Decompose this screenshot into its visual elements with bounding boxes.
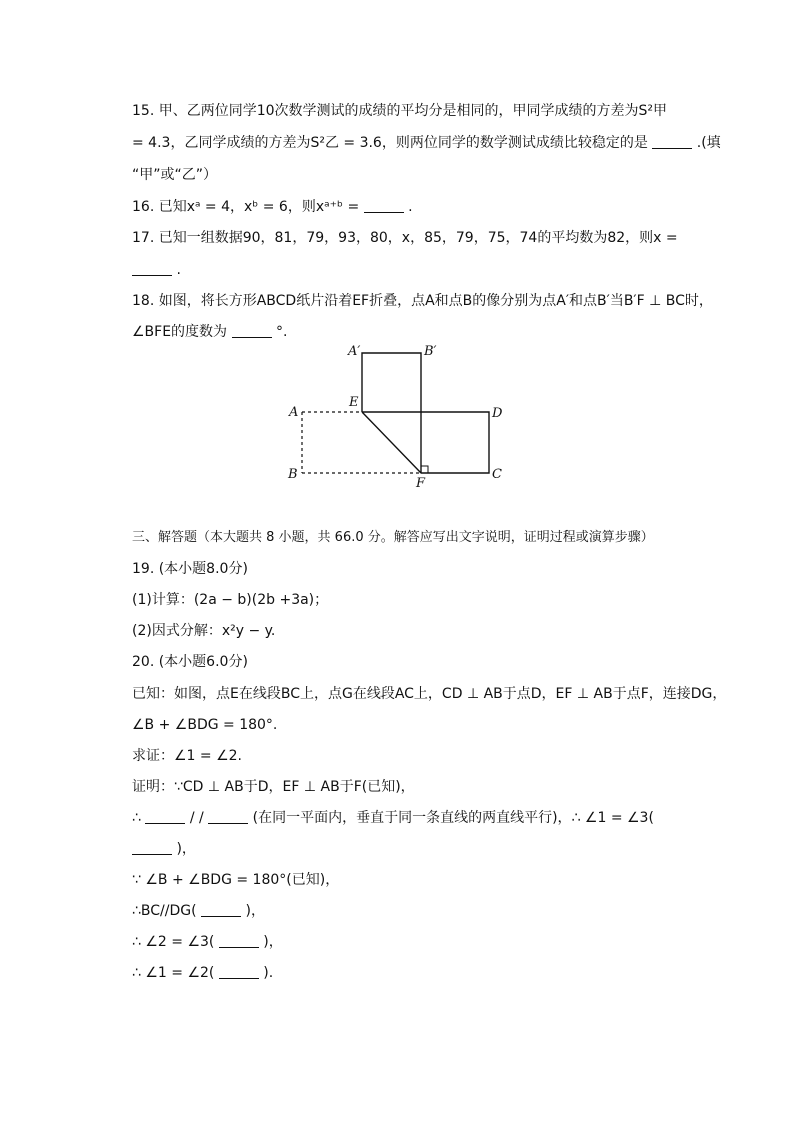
label-A: A: [289, 405, 299, 420]
remaining-rectangle: [362, 412, 489, 473]
q20-proof1: 证明：∵CD ⊥ AB于D，EF ⊥ AB于F(已知)，: [132, 779, 415, 795]
q16-text: 16. 已知xᵃ = 4，xᵇ = 6，则xᵃ⁺ᵇ =: [132, 199, 360, 215]
q16-line: [132, 197, 413, 217]
q18-line2: [132, 322, 287, 342]
folding-figure: [280, 340, 520, 490]
q18-answer-blank[interactable]: [232, 322, 272, 338]
folded-flap: [362, 353, 421, 473]
label-B-prime: B′: [424, 344, 437, 359]
q20-proof6: [132, 932, 283, 952]
q20-given2: ∠B + ∠BDG = 180°.: [132, 717, 278, 733]
q20-proof7: [132, 963, 273, 983]
label-C: C: [492, 467, 502, 482]
q20-parallel-sign: / /: [189, 810, 204, 826]
q20-blank-reason3[interactable]: [219, 932, 259, 948]
q19-part1: (1)计算：(2a − b)(2b +3a)；: [132, 592, 329, 608]
q15-line2: [132, 133, 721, 153]
q16-answer-blank[interactable]: [364, 197, 404, 213]
q18-line2-tail: °.: [275, 324, 288, 340]
label-F: F: [416, 476, 426, 490]
q20-proof6-text: ∴ ∠2 = ∠3(: [132, 934, 215, 950]
q20-prove: 求证：∠1 = ∠2.: [132, 748, 242, 764]
q20-proof3-tail: )，: [176, 841, 196, 857]
q15-line2-text: = 4.3，乙同学成绩的方差为S²乙 = 3.6，则两位同学的数学测试成绩比较稳定的是: [132, 135, 648, 151]
right-angle-mark: [421, 466, 428, 473]
q20-proof2-therefore: ∴: [132, 810, 141, 826]
q20-proof7-text: ∴ ∠1 = ∠2(: [132, 965, 215, 981]
label-E: E: [349, 395, 359, 410]
q20-head: 20. (本小题6.0分): [132, 654, 248, 670]
label-D: D: [492, 406, 503, 421]
q16-tail: .: [408, 199, 413, 215]
q20-proof5-text: ∴BC//DG(: [132, 903, 197, 919]
q15-answer-blank[interactable]: [652, 133, 692, 149]
q15-line2-tail: .(填: [696, 135, 721, 151]
q20-blank-reason1[interactable]: [132, 839, 172, 855]
q15-line1: 15. 甲、乙两位同学10次数学测试的成绩的平均分是相同的，甲同学成绩的方差为S²甲: [132, 103, 668, 119]
label-A-prime: A′: [348, 344, 361, 359]
q20-blank-reason4[interactable]: [219, 963, 259, 979]
crease-EF: [362, 412, 421, 473]
q20-blank-line2[interactable]: [208, 808, 248, 824]
q17-answer-blank[interactable]: [132, 260, 172, 276]
folding-diagram: [280, 340, 520, 490]
q20-given1: 已知：如图，点E在线段BC上，点G在线段AC上，CD ⊥ AB于点D，EF ⊥ AB于点F，连接DG，: [132, 686, 727, 702]
q20-proof4: ∵ ∠B + ∠BDG = 180°(已知)，: [132, 872, 340, 888]
q20-blank-reason2[interactable]: [201, 901, 241, 917]
q20-proof2-reason: (在同一平面内，垂直于同一条直线的两直线平行)，∴ ∠1 = ∠3(: [252, 810, 654, 826]
section-3-title: 三、解答题（本大题共 8 小题，共 66.0 分。解答应写出文字说明，证明过程或演算步骤）: [132, 530, 654, 545]
q19-head: 19. (本小题8.0分): [132, 561, 248, 577]
q18-line2-text: ∠BFE的度数为: [132, 324, 228, 340]
q17-line2: [132, 260, 181, 280]
q20-proof5-tail: )，: [245, 903, 265, 919]
q20-proof3: [132, 839, 196, 859]
q20-proof7-tail: ).: [263, 965, 274, 981]
label-B: B: [288, 467, 298, 482]
q20-blank-line1[interactable]: [145, 808, 185, 824]
q17-line1: 17. 已知一组数据90，81，79，93，80，x，85，79，75，74的平均数为82，则x =: [132, 230, 678, 246]
q15-line3: “甲”或“乙”）: [132, 167, 218, 183]
q17-tail: .: [176, 262, 181, 278]
q20-proof2: [132, 808, 654, 828]
q19-part2: (2)因式分解：x²y − y.: [132, 623, 276, 639]
q20-proof6-tail: )，: [263, 934, 283, 950]
q20-proof5: [132, 901, 265, 921]
q18-line1: 18. 如图，将长方形ABCD纸片沿着EF折叠，点A和点B的像分别为点A′和点B′当B′F ⊥ BC时，: [132, 293, 713, 309]
